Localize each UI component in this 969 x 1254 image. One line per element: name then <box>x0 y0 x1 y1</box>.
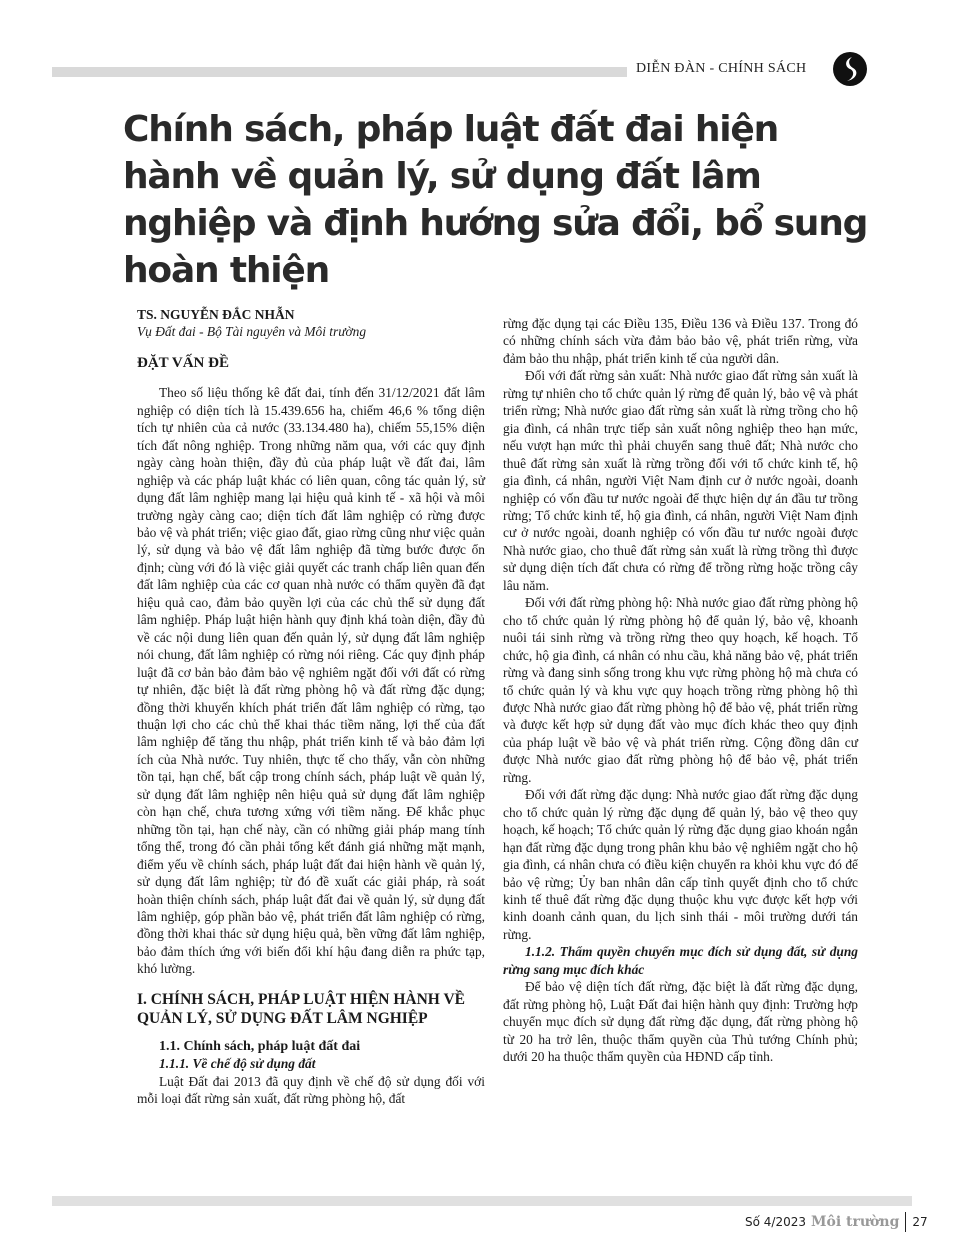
section-heading: I. CHÍNH SÁCH, PHÁP LUẬT HIỆN HÀNH VỀ QUẢN LÝ, SỬ DỤNG ĐẤT LÂM NGHIỆP <box>137 990 465 1027</box>
page-footer <box>745 1212 928 1232</box>
issue-number: Số 4/2023 <box>745 1215 806 1229</box>
magazine-logo-icon <box>833 52 867 86</box>
spacer <box>0 1108 969 1196</box>
body-paragraph: Đối với đất rừng sản xuất: Nhà nước giao đất rừng sản xuất là rừng tự nhiên cho tổ chức quản lý rừng để quản lý, bảo vệ và phát triển rừng; Nhà nước giao đất rừng sản xuất là rừng trồng cho hộ gia đình, cá nhân trực tiếp sản xuất nông nghiệp theo hạn mức, nếu vượt hạn mức thì phải chuyển sang thuê đất; Nhà nước cho thuê đất rừng sản xuất là rừng trồng đối với tổ chức kinh tế, hộ gia đình, cá nhân, người Việt Nam định cư ở nước ngoài, doanh nghiệp có vốn đầu tư nước ngoài để thực hiện dự án đầu tư trồng rừng; Tổ chức kinh tế, hộ gia đình, cá nhân, người Việt Nam định cư ở nước ngoài, doanh nghiệp có vốn đầu tư nước ngoài được Nhà nước giao, cho thuê đất rừng sản xuất là rừng trồng thì được sử dụng diện tích đất chưa có rừng để trồng rừng hoặc trồng cây lâu năm. <box>503 368 858 593</box>
body-paragraph: Để bảo vệ diện tích đất rừng, đặc biệt là đất rừng đặc dụng, đất rừng phòng hộ, Luật Đất đai hiện hành quy định: Trường hợp chuyển mục đích sử dụng đất rừng đặc dụng, đất rừng phòng hộ từ 20 ha trở lên, thuộc thẩm quyền của Thủ tướng Chính phủ; dưới 20 ha thuộc thẩm quyền của HĐND cấp tỉnh. <box>503 979 858 1065</box>
author-name: TS. NGUYỄN ĐẮC NHẪN <box>137 307 295 322</box>
header-bar <box>52 67 627 77</box>
footer-divider <box>905 1212 906 1232</box>
subsection-heading: 1.1. Chính sách, pháp luật đất đai <box>159 1038 361 1054</box>
section-label: DIỄN ĐÀN - CHÍNH SÁCH <box>636 61 807 76</box>
magazine-name: Môi trường <box>811 1214 900 1230</box>
body-paragraph: Theo số liệu thống kê đất đai, tính đến 31/12/2021 đất lâm nghiệp có diện tích là 15.439.656 ha, chiếm 46,6 % tổng diện tích tự nhiên của cả nước (33.134.480 ha), chiếm 55,15% diện tích đất nông nghiệp. Trong những năm qua, với các quy định ngày càng hoàn thiện, đầy đủ của pháp luật về đất đai, lâm nghiệp và các pháp luật khác có liên quan, công tác quản lý, sử dụng đất lâm nghiệp mang lại hiệu quả kinh tế - xã hội và môi trường ngày càng cao; diện tích đất lâm nghiệp có rừng được bảo vệ và phát triển; việc giao đất, giao rừng cũng như việc quản lý, sử dụng và bảo vệ đất lâm nghiệp đã từng bước được ổn định; cùng với đó là việc giải quyết các tranh chấp liên quan đến đất lâm nghiệp của các cơ quan nhà nước có thẩm quyền đã đạt hiệu quả cao, đảm bảo quyền lợi của các chủ thể sử dụng đất lâm nghiệp. Pháp luật hiện hành quy định khá toàn diện, đầy đủ về các nội dung liên quan đến quản lý, sử dụng đất lâm nghiệp nói chung, đất lâm nghiệp có rừng nói riêng. Các quy định pháp luật đã cơ bản bảo đảm bảo vệ nghiêm ngặt đối với đất có rừng tự nhiên, đặc biệt là đất rừng phòng hộ và đất rừng đặc dụng; đồng thời khuyến khích phát triển đất lâm nghiệp có rừng, tạo thuận lợi cho các chủ thể khai thác tiềm năng, lợi thế của đất lâm nghiệp để tăng thu nhập, phát triển kinh tế và bảo đảm lợi ích của Nhà nước. Tuy nhiên, thực tế cho thấy, vẫn còn những tồn tại, hạn chế, bất cập trong chính sách, pháp luật về quản lý, sử dụng đất lâm nghiệp nên hiệu quả sử dụng đất lâm nghiệp còn hạn chế, chưa tương xứng với tiềm năng. Để khắc phục những tồn tại, hạn chế này, cần có những giải pháp mang tính tổng thể, trong đó cần phải tổng kết đánh giá những mặt mạnh, điểm yếu về chính sách, pháp luật đất đai hiện hành về quản lý, sử dụng đất lâm nghiệp; từ đó đề xuất các giải pháp, rà soát hoàn thiện chính sách, pháp luật đất đai về quản lý, sử dụng đất lâm nghiệp, góp phần bảo vệ, phát triển đất lâm nghiệp có rừng, đồng thời khai thác sử dụng hiệu quả, bền vững đất lâm nghiệp, bảo đảm thích ứng với biến đổi khí hậu đang diễn ra phức tạp, khó lường. <box>137 385 485 977</box>
subsubsection-heading: 1.1.1. Về chế độ sử dụng đất <box>159 1056 316 1072</box>
article-title: Chính sách, pháp luật đất đai hiện hành về quản lý, sử dụng đất lâm nghiệp và định hướng sửa đổi, bổ sung hoàn thiện <box>123 109 868 291</box>
body-paragraph: Luật Đất đai 2013 đã quy định về chế độ sử dụng đối với mỗi loại đất rừng sản xuất, đất rừng phòng hộ, đất <box>137 1073 485 1107</box>
page-header <box>52 52 867 90</box>
subsubsection-heading: 1.1.2. Thẩm quyền chuyển mục đích sử dụng đất, sử dụng rừng sang mục đích khác <box>503 944 858 977</box>
article-body <box>137 306 858 1108</box>
intro-heading: ĐẶT VẤN ĐỀ <box>137 354 229 371</box>
body-paragraph: Đối với đất rừng phòng hộ: Nhà nước giao đất rừng phòng hộ cho tổ chức quản lý rừng phòng hộ để quản lý, bảo vệ, khoanh nuôi tái sinh rừng và trồng rừng theo quy hoạch, kế hoạch. Tổ chức, hộ gia đình, cá nhân có nhu cầu, khả năng bảo vệ, phát triển rừng và đang sinh sống trong khu vực rừng phòng hộ mà chưa có tổ chức quản lý và khu vực quy hoạch trồng rừng phòng hộ thì được Nhà nước giao đất rừng phòng hộ để bảo vệ, phát triển rừng và được kết hợp sử dụng đất vào mục đích khác theo quy định của pháp luật về bảo vệ và phát triển rừng. Cộng đồng dân cư được Nhà nước giao đất rừng phòng hộ để bảo vệ, phát triển rừng. <box>503 595 858 785</box>
body-paragraph: Đối với đất rừng đặc dụng: Nhà nước giao đất rừng đặc dụng cho tổ chức quản lý rừng đặc dụng để quản lý, bảo vệ theo quy hoạch, kế hoạch; Tổ chức quản lý rừng đặc dụng giao khoán ngắn hạn đất rừng đặc dụng trong phân khu bảo vệ nghiêm ngặt cho hộ gia đình, cá nhân chưa có điều kiện chuyển ra khỏi khu vực đó để bảo vệ rừng; Ủy ban nhân dân cấp tỉnh quyết định cho tổ chức kinh tế thuê đất rừng đặc dụng thuộc khu vực được kết hợp với kinh doanh cảnh quan, du lịch sinh thái - môi trường dưới tán rừng. <box>503 787 858 942</box>
page-number: 27 <box>912 1215 928 1229</box>
right-column <box>503 306 858 1065</box>
page-footer-row <box>52 1196 928 1254</box>
footer-bar <box>52 1196 912 1206</box>
left-column <box>137 306 485 1108</box>
author-affiliation: Vụ Đất đai - Bộ Tài nguyên và Môi trường <box>137 324 367 340</box>
body-paragraph: rừng đặc dụng tại các Điều 135, Điều 136 và Điều 137. Trong đó có những chính sách vừa đảm bảo bảo vệ, phát triển rừng, vừa đảm bảo thu nhập, phát triển kinh tế của người dân. <box>503 316 858 366</box>
